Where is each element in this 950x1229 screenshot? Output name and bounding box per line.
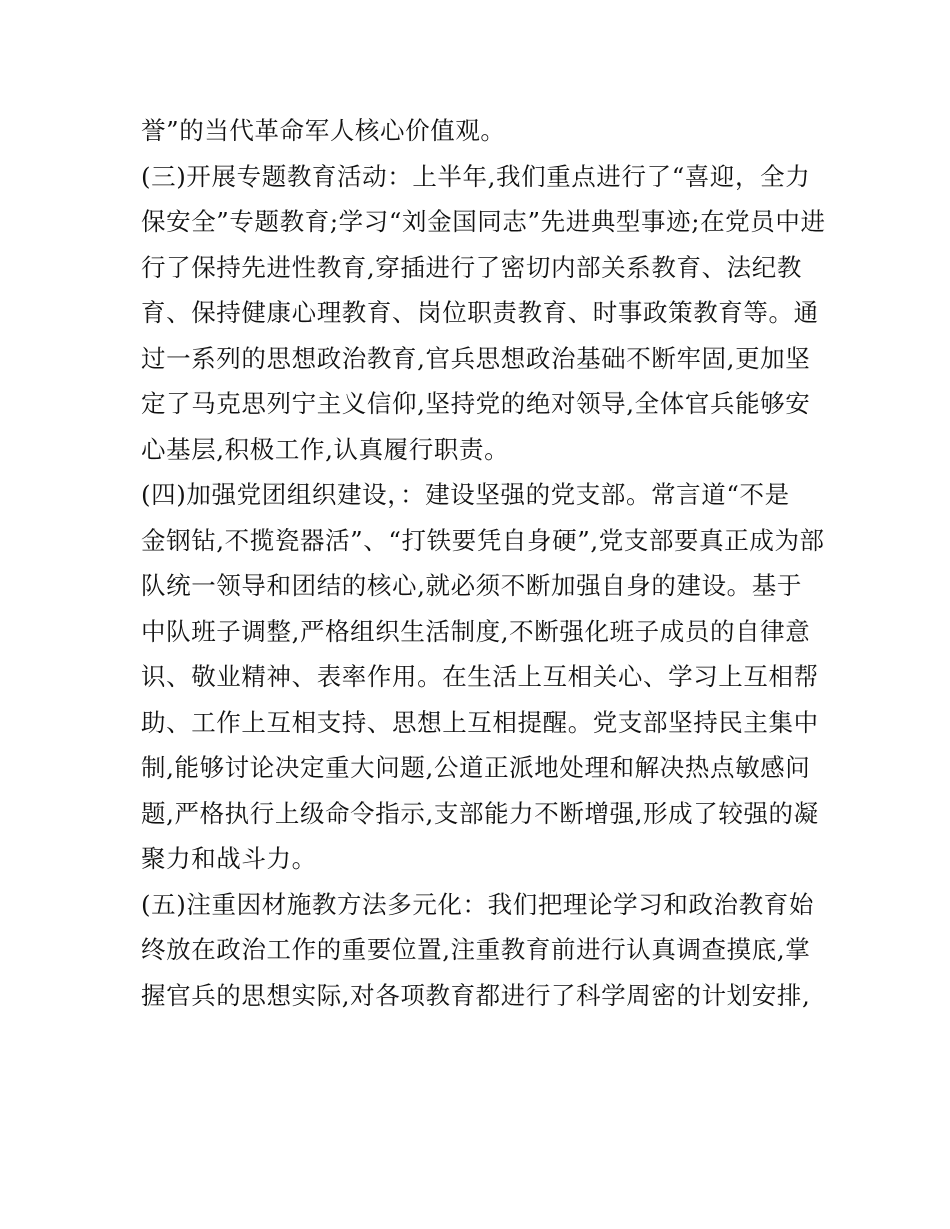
- text-line: 过一系列的思想政治教育,官兵思想政治基础不断牢固,更加坚: [141, 343, 811, 373]
- body-text: [141, 108, 826, 1018]
- text-line: 制,能够讨论决定重大问题,公道正派地处理和解决热点敏感问: [141, 753, 811, 782]
- text-line: 中队班子调整,严格组织生活制度,不断强化班子成员的自律意: [141, 616, 811, 646]
- text-line: (三)开展专题教育活动：上半年,我们重点进行了“喜迎，全力: [141, 161, 811, 191]
- text-line: 握官兵的思想实际,对各项教育都进行了科学周密的计划安排,: [141, 980, 811, 1010]
- text-line: 助、工作上互相支持、思想上互相提醒。党支部坚持民主集中: [141, 707, 819, 737]
- text-line: 识、敬业精神、表率作用。在生活上互相关心、学习上互相帮: [141, 662, 819, 691]
- text-line: 金钢钻,不揽瓷器活”、“打铁要凭自身硬”,党支部要真正成为部: [141, 525, 825, 555]
- text-line: 队统一领导和团结的核心,就必须不断加强自身的建设。基于: [141, 571, 802, 600]
- text-line: 行了保持先进性教育,穿插进行了密切内部关系教育、法纪教: [141, 252, 802, 282]
- text-line: 题,严格执行上级命令指示,支部能力不断增强,形成了较强的凝: [141, 798, 819, 828]
- text-line: 誉”的当代革命军人核心价值观。: [141, 116, 506, 145]
- text-line: 保安全”专题教育;学习“刘金国同志”先进典型事迹;在党员中进: [141, 207, 826, 236]
- text-line: 育、保持健康心理教育、岗位职责教育、时事政策教育等。通: [141, 298, 819, 327]
- text-line: 聚力和战斗力。: [141, 844, 317, 873]
- text-line: 心基层,积极工作,认真履行职责。: [141, 434, 510, 464]
- text-line: 终放在政治工作的重要位置,注重教育前进行认真调查摸底,掌: [141, 935, 811, 964]
- text-line: (五)注重因材施教方法多元化：我们把理论学习和政治教育始: [141, 889, 814, 919]
- text-line: (四)加强党团组织建设，：建设坚强的党支部。常言道“不是: [141, 480, 790, 509]
- text-line: 定了马克思列宁主义信仰,坚持党的绝对领导,全体官兵能够安: [141, 389, 811, 418]
